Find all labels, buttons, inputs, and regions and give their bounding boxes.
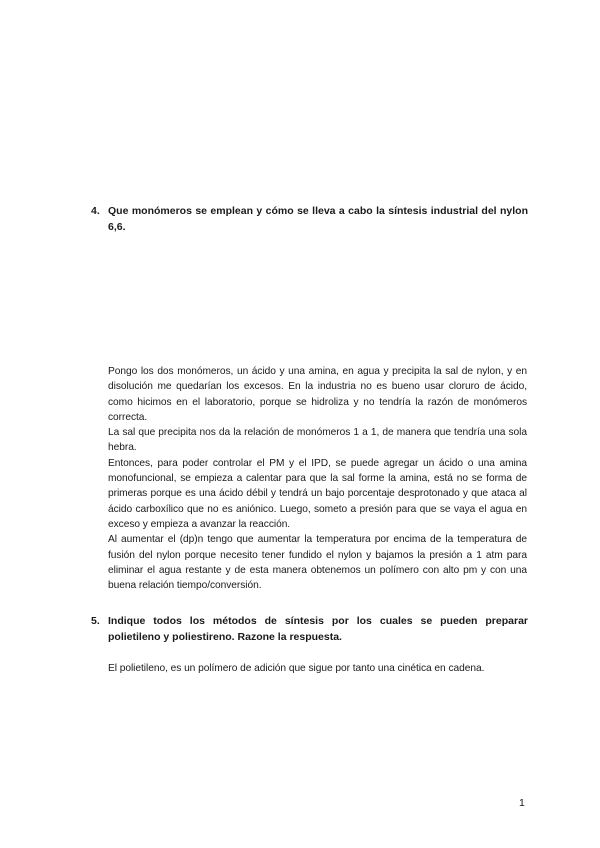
question-4-title: Que monómeros se emplean y cómo se lleva a cabo la síntesis industrial del nylon 6,6.: [108, 205, 528, 233]
answer-4-paragraph-3: Entonces, para poder controlar el PM y el IPD, se puede agregar un ácido o una amina monofuncional, se empieza a calentar para que la sal forme la amina, está no se forma de primeras porque es una ácido débil y tendrá un bajo porcentaje desprotonado y que ataca al ácido carboxílico que no es aniónico. Luego, someto a presión para que se vaya el agua en exceso y empieza a avanzar la reacción.: [108, 457, 527, 530]
page-number: 1: [519, 797, 525, 809]
question-5-title: Indique todos los métodos de síntesis por los cuales se pueden preparar polietileno y poliestireno. Razone la respuesta.: [108, 615, 528, 643]
answer-4-paragraph-4: Al aumentar el (dp)n tengo que aumentar la temperatura por encima de la temperatura de fusión del nylon porque necesito tener fundido el nylon y bajamos la presión a 1 atm para eliminar el agua restante y de esta manera obtenemos un polímero con alto pm y con una buena relación tiempo/conversión.: [108, 534, 527, 592]
answer-5-paragraph-1: El polietileno, es un polímero de adición que sigue por tanto una cinética en cadena.: [108, 663, 485, 674]
answer-4-paragraph-2: La sal que precipita nos da la relación de monómeros 1 a 1, de manera que tendría una sola hebra.: [108, 427, 527, 454]
question-5-number: 5.: [91, 615, 100, 627]
question-4-number: 4.: [91, 205, 100, 217]
question-5-answer: [108, 661, 527, 676]
question-4-answer: [108, 364, 527, 593]
answer-4-paragraph-1: Pongo los dos monómeros, un ácido y una amina, en agua y precipita la sal de nylon, y en disolución me quedarían los excesos. En la industria no es bueno usar cloruro de ácido, como hicimos en el laboratorio, porque se hidroliza y no tendría la razón de monómeros correcta.: [108, 366, 527, 423]
